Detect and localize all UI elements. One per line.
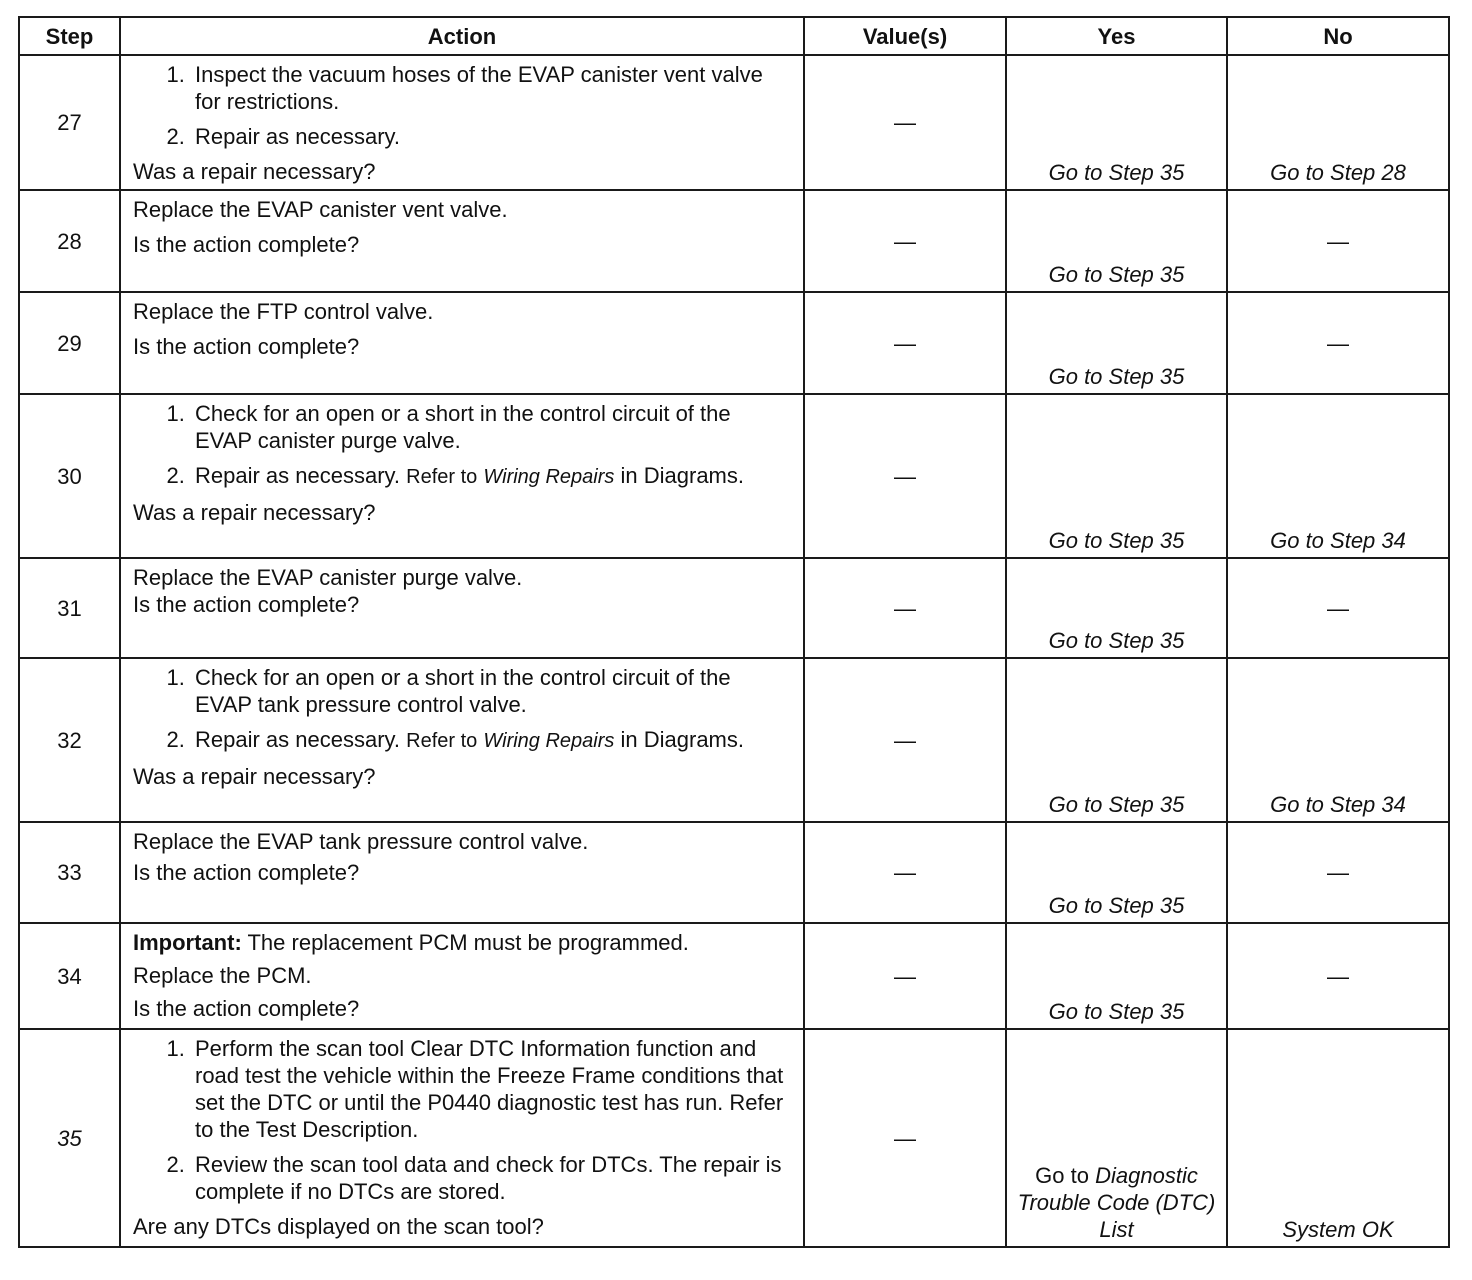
yes-link[interactable]: Go to Step 35 [1006, 292, 1227, 394]
in-diagrams-text: in Diagrams. [620, 463, 744, 488]
action-question: Is the action complete? [133, 996, 360, 1021]
list-item: 1. Perform the scan tool Clear DTC Information function and road test the vehicle within the Freeze Frame conditions that set the DTC or until the P0440 diagnostic test has run. Refer to the Test Description. [191, 1035, 793, 1143]
item-text: Repair as necessary. [195, 727, 401, 752]
yes-cell [1006, 1029, 1227, 1247]
list-item: 2. Review the scan tool data and check for DTCs. The repair is complete if no DTCs are stored. [191, 1151, 793, 1205]
value-cell: — [804, 923, 1006, 1029]
yes-link[interactable]: Go to Step 35 [1006, 55, 1227, 190]
action-list [133, 61, 793, 150]
in-diagrams-text: in Diagrams. [620, 727, 744, 752]
action-cell [120, 190, 804, 292]
value-cell: — [804, 292, 1006, 394]
no-cell: — [1227, 822, 1449, 923]
step-number: 33 [19, 822, 120, 923]
item-text: Repair as necessary. [195, 463, 401, 488]
value-cell: — [804, 1029, 1006, 1247]
step-number: 30 [19, 394, 120, 558]
action-question: Is the action complete? [133, 592, 360, 617]
step-number: 32 [19, 658, 120, 822]
header-row [19, 17, 1449, 55]
yes-link[interactable]: Go to Step 35 [1006, 394, 1227, 558]
action-line: Replace the EVAP canister vent valve. [133, 197, 508, 222]
action-line: Replace the EVAP canister purge valve. [133, 565, 523, 590]
diagnostic-table [18, 16, 1450, 1248]
step-number: 35 [19, 1029, 120, 1247]
important-label: Important: [133, 930, 242, 955]
header-values: Value(s) [804, 17, 1006, 55]
important-note [133, 929, 793, 956]
no-cell: — [1227, 292, 1449, 394]
value-cell: — [804, 558, 1006, 658]
action-cell [120, 55, 804, 190]
no-cell: — [1227, 190, 1449, 292]
no-cell: — [1227, 923, 1449, 1029]
list-item: 1. Check for an open or a short in the control circuit of the EVAP tank pressure control valve. [191, 664, 793, 718]
list-item: 2. Repair as necessary. [191, 123, 793, 150]
no-link[interactable]: Go to Step 34 [1227, 658, 1449, 822]
table-row-31 [19, 558, 1449, 658]
action-line: Replace the PCM. [133, 963, 312, 988]
no-link[interactable]: Go to Step 34 [1227, 394, 1449, 558]
action-cell [120, 292, 804, 394]
action-question: Was a repair necessary? [133, 764, 376, 789]
table-row-30 [19, 394, 1449, 558]
header-yes: Yes [1006, 17, 1227, 55]
action-question: Are any DTCs displayed on the scan tool? [133, 1214, 544, 1239]
action-question: Is the action complete? [133, 334, 360, 359]
list-item [191, 726, 793, 755]
action-cell [120, 658, 804, 822]
refer-text: Refer to [406, 466, 478, 488]
value-cell: — [804, 658, 1006, 822]
action-question: Is the action complete? [133, 232, 360, 257]
action-line: Replace the FTP control valve. [133, 299, 434, 324]
no-link[interactable]: Go to Step 28 [1227, 55, 1449, 190]
table-row-34 [19, 923, 1449, 1029]
action-question: Was a repair necessary? [133, 500, 376, 525]
action-cell [120, 822, 804, 923]
list-item: 1. Inspect the vacuum hoses of the EVAP canister vent valve for restrictions. [191, 61, 793, 115]
no-result: System OK [1227, 1029, 1449, 1247]
step-number: 34 [19, 923, 120, 1029]
action-list [133, 400, 793, 491]
value-cell: — [804, 394, 1006, 558]
no-cell: — [1227, 558, 1449, 658]
step-number: 31 [19, 558, 120, 658]
table-row-33 [19, 822, 1449, 923]
table-row-35 [19, 1029, 1449, 1247]
important-text: The replacement PCM must be programmed. [247, 930, 689, 955]
yes-link[interactable]: Go to Step 35 [1006, 822, 1227, 923]
action-cell [120, 558, 804, 658]
go-to-text: Go to [1035, 1163, 1089, 1188]
yes-link[interactable]: Go to Step 35 [1006, 558, 1227, 658]
list-item [191, 462, 793, 491]
action-list [133, 664, 793, 755]
yes-link[interactable]: Go to Step 35 [1006, 923, 1227, 1029]
action-cell [120, 1029, 804, 1247]
header-step: Step [19, 17, 120, 55]
wiring-repairs-link[interactable]: Wiring Repairs [483, 466, 615, 488]
wiring-repairs-link[interactable]: Wiring Repairs [483, 730, 615, 752]
step-number: 29 [19, 292, 120, 394]
table-row-27 [19, 55, 1449, 190]
header-no: No [1227, 17, 1449, 55]
value-cell: — [804, 822, 1006, 923]
action-cell [120, 923, 804, 1029]
action-cell [120, 394, 804, 558]
value-cell: — [804, 55, 1006, 190]
list-item: 1. Check for an open or a short in the control circuit of the EVAP canister purge valve. [191, 400, 793, 454]
table-row-28 [19, 190, 1449, 292]
table-row-29 [19, 292, 1449, 394]
table-row-32 [19, 658, 1449, 822]
yes-link[interactable]: Go to Step 35 [1006, 190, 1227, 292]
value-cell: — [804, 190, 1006, 292]
step-number: 28 [19, 190, 120, 292]
action-line: Replace the EVAP tank pressure control valve. [133, 829, 589, 854]
dtc-list-link[interactable]: Diagnostic Trouble Code (DTC) List [1017, 1163, 1216, 1242]
yes-link[interactable]: Go to Step 35 [1006, 658, 1227, 822]
action-list [133, 1035, 793, 1205]
action-question: Is the action complete? [133, 860, 360, 885]
refer-text: Refer to [406, 730, 478, 752]
step-number: 27 [19, 55, 120, 190]
action-question: Was a repair necessary? [133, 159, 376, 184]
header-action: Action [120, 17, 804, 55]
